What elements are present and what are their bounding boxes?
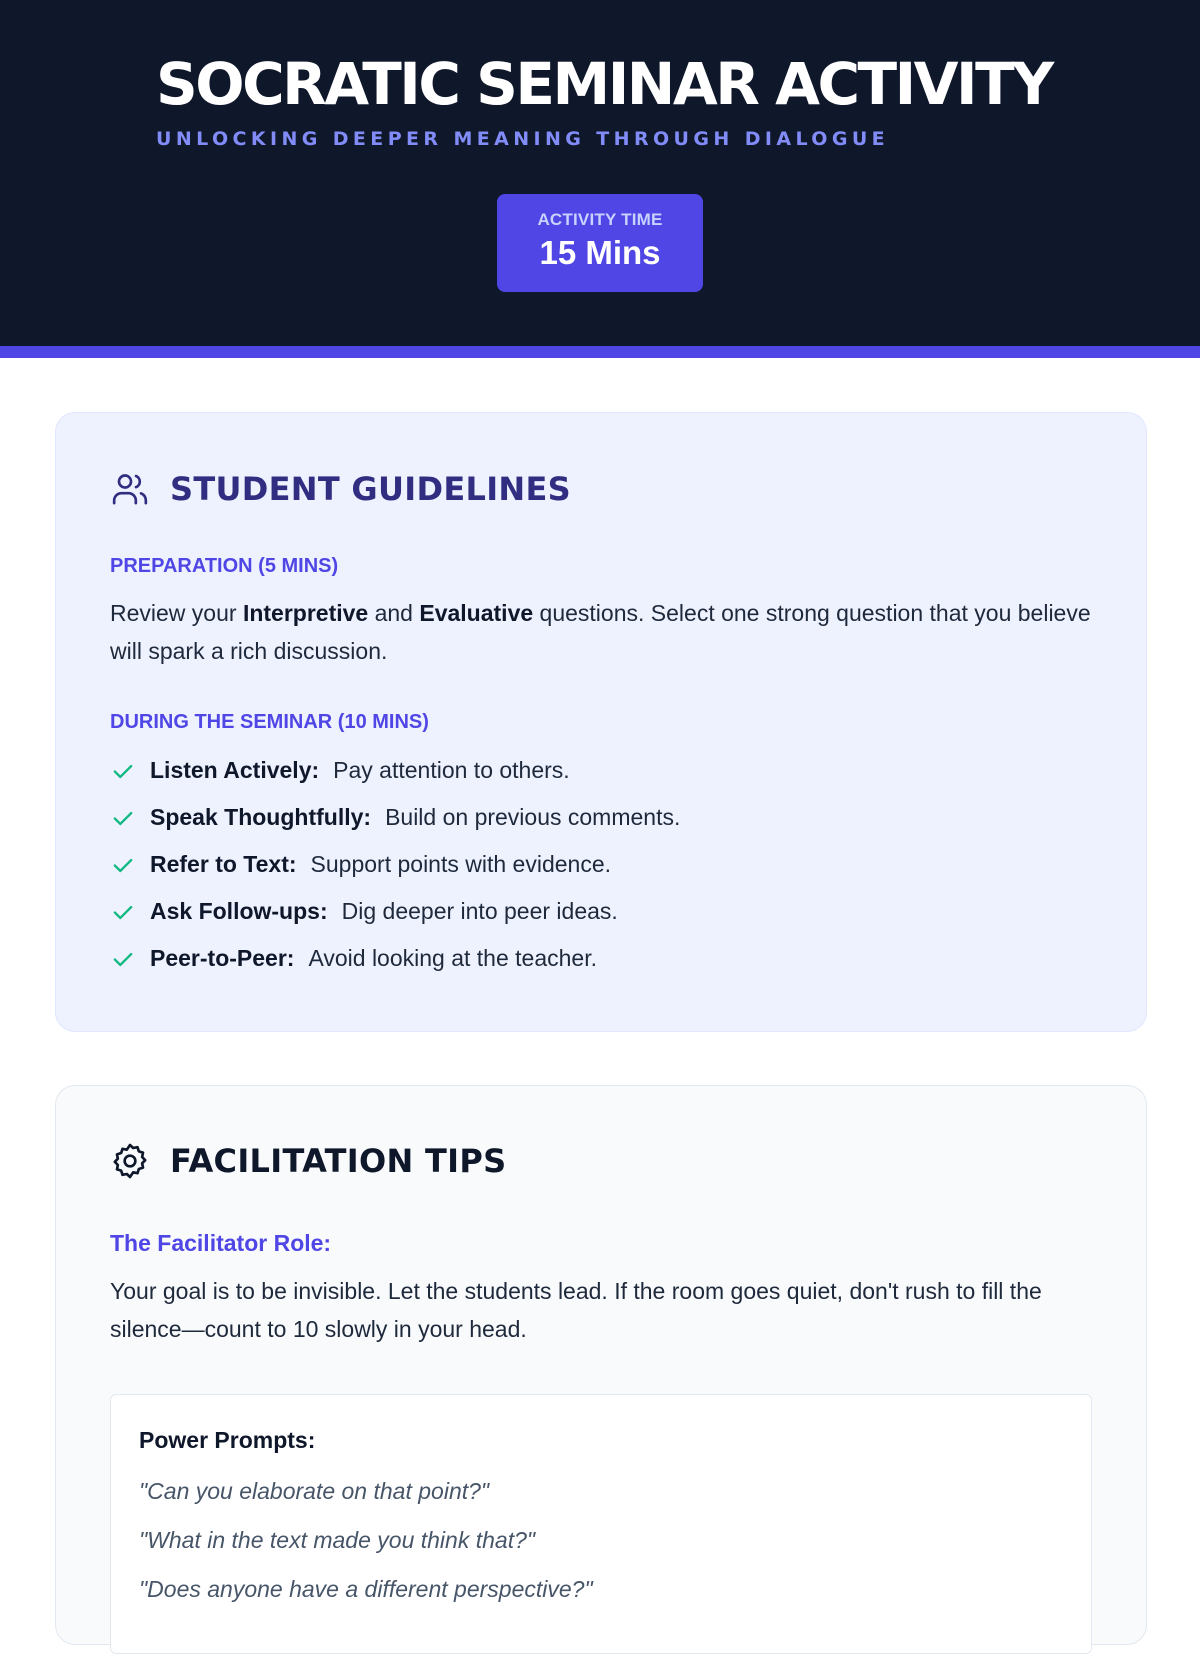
facilitation-tips-title: FACILITATION TIPS [170, 1142, 507, 1180]
page-title: SOCRATIC SEMINAR ACTIVITY [156, 50, 1052, 118]
list-item-title: Listen Actively: [150, 757, 320, 783]
page-subtitle: UNLOCKING DEEPER MEANING THROUGH DIALOGUE [156, 128, 890, 150]
prep-text-part: Review your [110, 600, 243, 626]
student-guidelines-heading [110, 469, 571, 509]
prep-text-part: and [368, 600, 420, 626]
facilitation-tips-heading [110, 1141, 506, 1181]
preparation-label: PREPARATION (5 MINS) [110, 555, 339, 577]
prep-text-bold-interpretive: Interpretive [242, 600, 369, 626]
facilitation-tips-card [55, 1085, 1147, 1645]
list-item [110, 794, 680, 841]
prep-text-bold-evaluative: Evaluative [419, 600, 534, 626]
users-icon [110, 469, 150, 509]
list-item [110, 841, 680, 888]
list-item-text: Dig deeper into peer ideas. [341, 898, 618, 924]
seminar-checklist [110, 747, 680, 982]
power-prompt-item: "What in the text made you think that?" [139, 1527, 536, 1553]
power-prompts-box [110, 1394, 1092, 1654]
check-icon [110, 852, 136, 878]
list-item-text: Support points with evidence. [310, 851, 612, 877]
list-item-title: Peer-to-Peer: [150, 945, 295, 971]
facilitator-role-title: The Facilitator Role: [110, 1230, 332, 1256]
activity-time-label: ACTIVITY TIME [537, 210, 663, 229]
facilitator-role-text: Your goal is to be invisible. Let the students lead. If the room goes quiet, don't rush to fill the silence—count to 10 slowly in your head. [110, 1278, 1042, 1342]
power-prompt-item: "Does anyone have a different perspective?" [139, 1576, 593, 1602]
list-item-text: Pay attention to others. [333, 757, 570, 783]
power-prompts-title: Power Prompts: [139, 1427, 316, 1453]
list-item [110, 888, 680, 935]
student-guidelines-title: STUDENT GUIDELINES [170, 470, 571, 508]
list-item-title: Refer to Text: [150, 851, 297, 877]
activity-time-badge [497, 194, 703, 292]
list-item-title: Ask Follow-ups: [150, 898, 328, 924]
list-item [110, 935, 680, 982]
during-seminar-label: DURING THE SEMINAR (10 MINS) [110, 711, 429, 733]
gear-icon [110, 1141, 150, 1181]
check-icon [110, 805, 136, 831]
check-icon [110, 946, 136, 972]
list-item-title: Speak Thoughtfully: [150, 804, 372, 830]
list-item [110, 747, 680, 794]
list-item-text: Avoid looking at the teacher. [308, 945, 597, 971]
activity-time-value: 15 Mins [539, 234, 661, 271]
check-icon [110, 899, 136, 925]
list-item-text: Build on previous comments. [385, 804, 681, 830]
preparation-text [110, 594, 1100, 670]
page-header [0, 0, 1200, 358]
prep-text-part: questions. Select one strong question that you believe will spark a rich discussion. [110, 600, 1091, 664]
header-accent-bar [0, 346, 1200, 358]
student-guidelines-card [55, 412, 1147, 1032]
check-icon [110, 758, 136, 784]
power-prompt-item: "Can you elaborate on that point?" [139, 1478, 490, 1504]
